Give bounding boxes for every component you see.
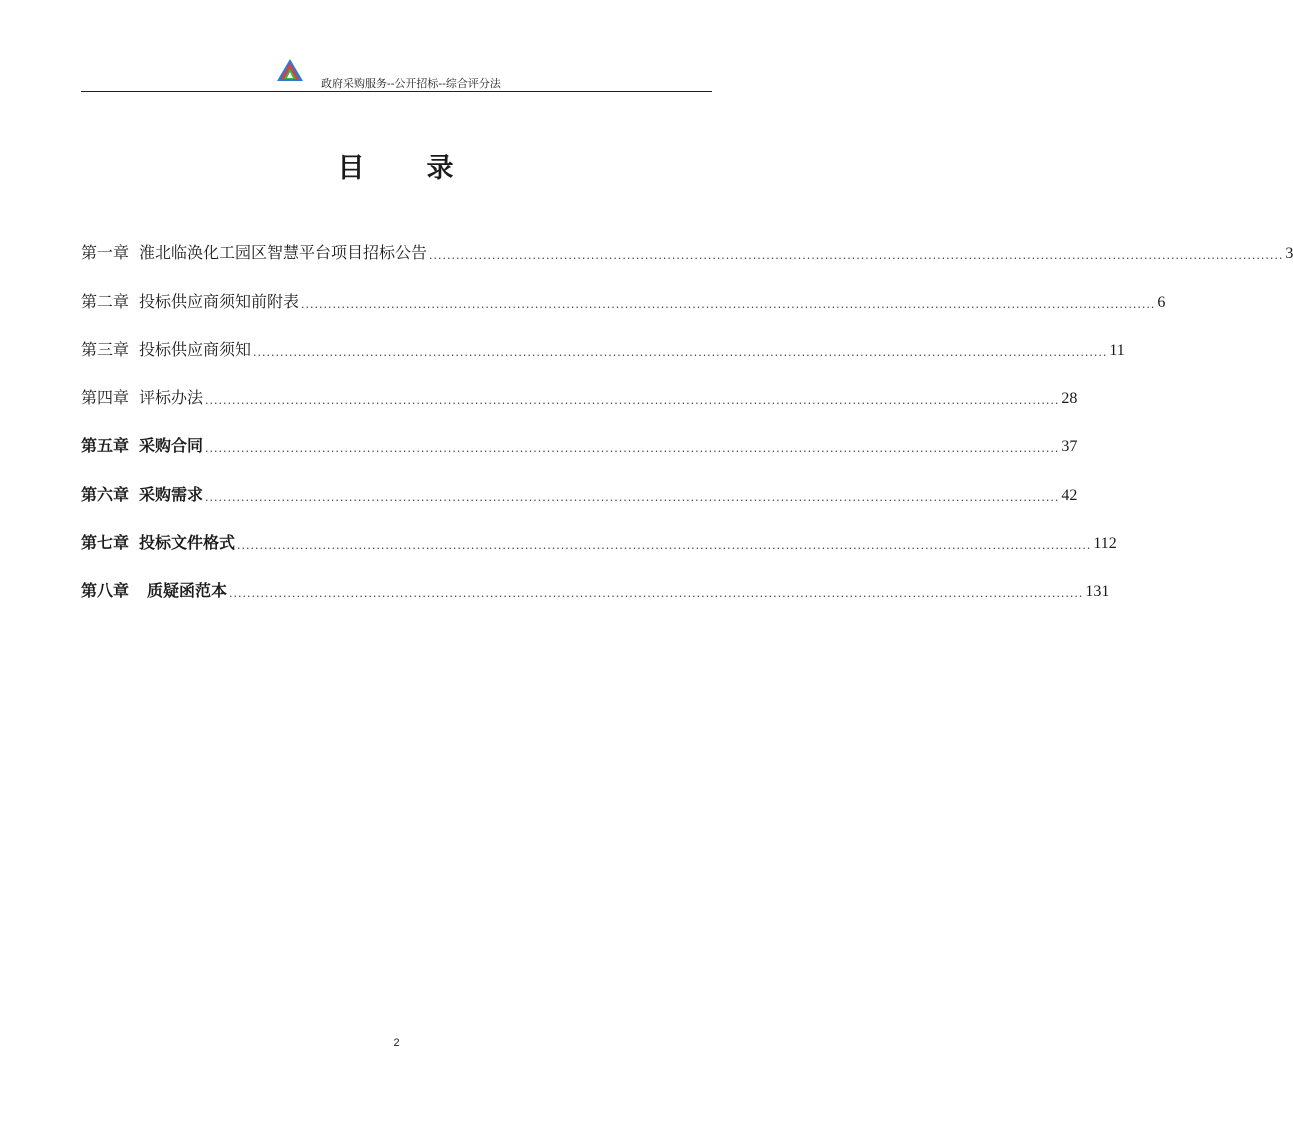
toc-chapter: 第五章 [81, 436, 130, 455]
toc-title: 采购需求 [139, 485, 204, 504]
toc-entry[interactable] [81, 385, 1078, 411]
toc-entry[interactable] [81, 433, 1078, 459]
toc-title: 淮北临涣化工园区智慧平台项目招标公告 [139, 243, 428, 262]
toc-leader: .............................................................................................................................................................................................. [205, 442, 1060, 455]
toc-page: 37 [1061, 438, 1078, 455]
toc-page: 6 [1157, 294, 1166, 311]
toc-entry[interactable] [81, 578, 1110, 604]
toc-title: 投标供应商须知 [139, 340, 252, 359]
toc-page: 11 [1109, 342, 1125, 359]
title-char-2: 录 [426, 153, 456, 184]
toc-title: 质疑函范本 [147, 581, 228, 600]
toc-leader: .............................................................................................................................................................................................. [205, 491, 1060, 504]
toc-entry[interactable] [81, 240, 1293, 266]
toc-chapter: 第六章 [81, 485, 130, 504]
toc-title: 采购合同 [139, 436, 204, 455]
toc-leader: .............................................................................................................................................................................................. [253, 346, 1108, 359]
toc-chapter: 第一章 [81, 243, 130, 262]
toc-page: 28 [1061, 390, 1078, 407]
toc-chapter: 第八章 [81, 581, 130, 600]
toc-title: 投标供应商须知前附表 [139, 292, 300, 311]
toc-chapter: 第二章 [81, 292, 130, 311]
toc-entry[interactable] [81, 337, 1125, 363]
toc-leader: .............................................................................................................................................................................................. [237, 539, 1092, 552]
toc-leader: .............................................................................................................................................................................................. [301, 298, 1156, 311]
toc-leader: .............................................................................................................................................................................................. [429, 249, 1284, 262]
title-char-1: 目 [337, 153, 367, 184]
toc-chapter: 第四章 [81, 388, 130, 407]
toc-leader: .............................................................................................................................................................................................. [229, 587, 1084, 600]
toc-leader: .............................................................................................................................................................................................. [205, 394, 1060, 407]
page-title [0, 146, 793, 185]
toc-title: 评标办法 [139, 388, 204, 407]
toc-page: 42 [1061, 487, 1078, 504]
toc-title: 投标文件格式 [139, 533, 236, 552]
toc-entry[interactable] [81, 482, 1078, 508]
toc-page: 112 [1093, 535, 1117, 552]
toc-entry[interactable] [81, 289, 1166, 315]
toc-chapter: 第三章 [81, 340, 130, 359]
toc-chapter: 第七章 [81, 533, 130, 552]
page-header [81, 56, 712, 92]
page-number: 2 [393, 1037, 400, 1049]
toc-entry[interactable] [81, 530, 1117, 556]
toc-page: 131 [1085, 583, 1110, 600]
toc-page: 3 [1285, 245, 1293, 262]
organization-logo-icon [276, 58, 304, 82]
header-text: 政府采购服务--公开招标--综合评分法 [321, 77, 501, 90]
